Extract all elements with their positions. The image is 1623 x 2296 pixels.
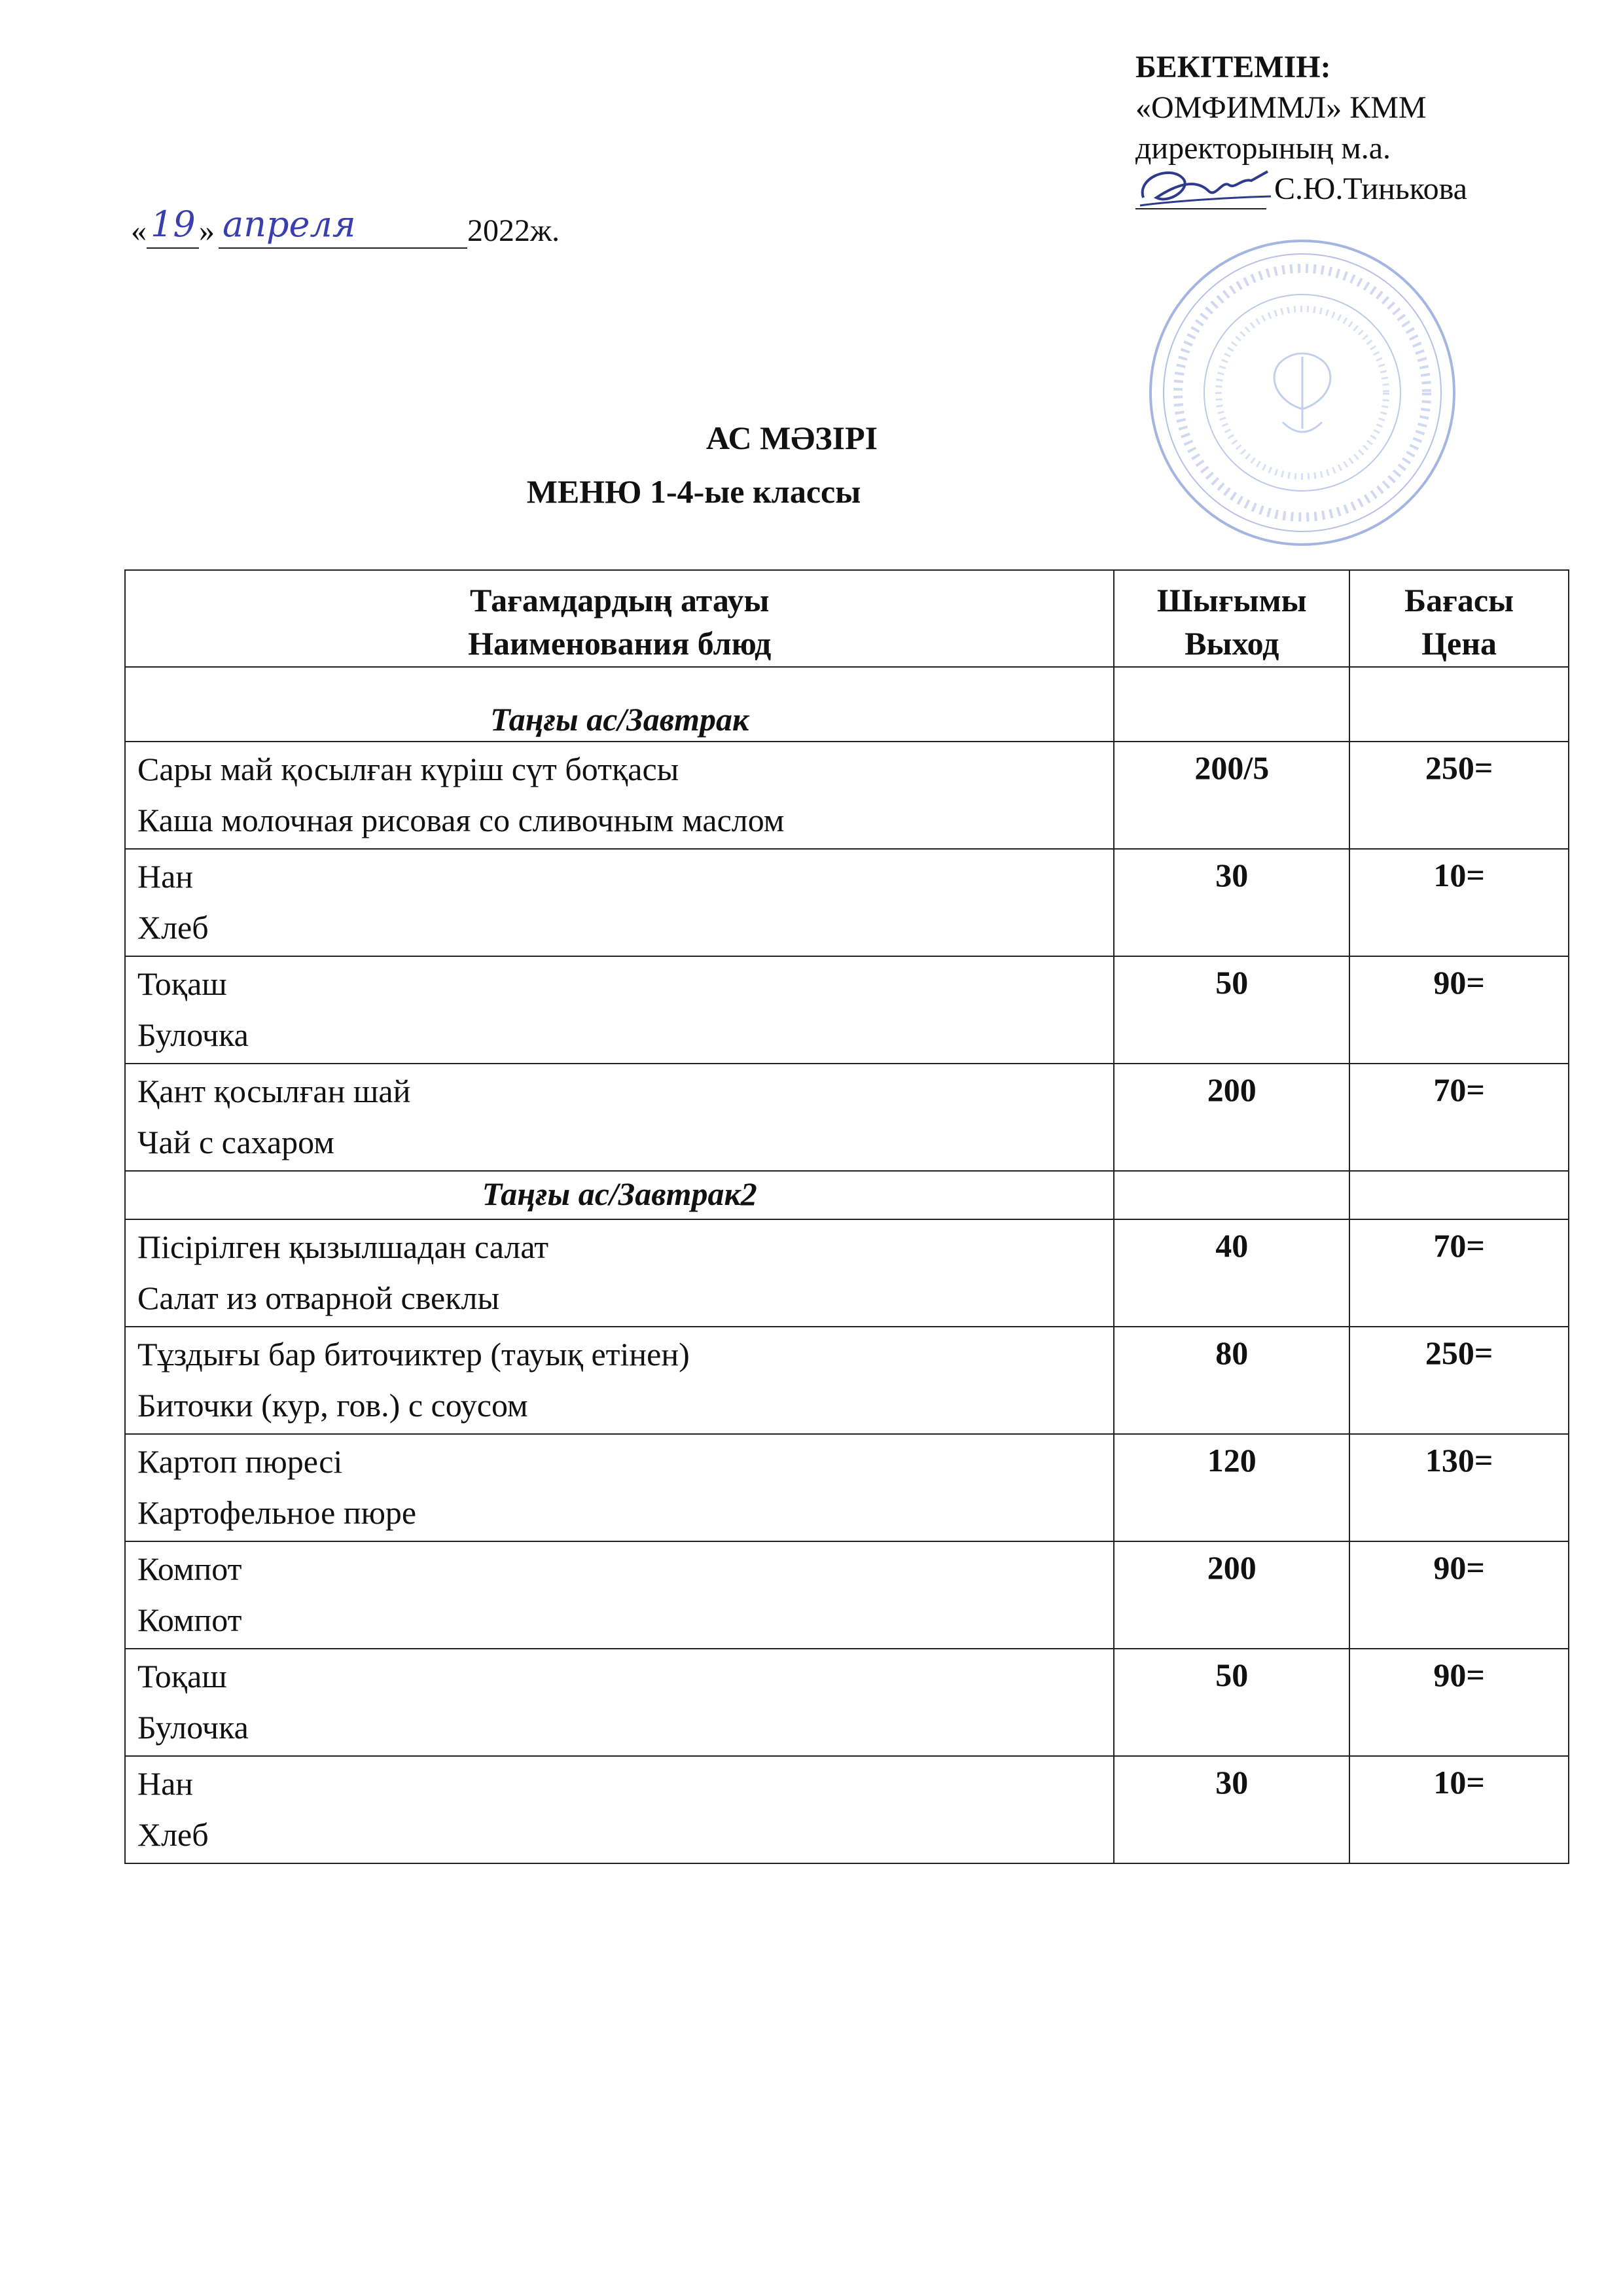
dish-yield: 200 (1114, 1064, 1349, 1171)
dish-name-cell (125, 1434, 1114, 1541)
header-dish-name (125, 570, 1114, 667)
dish-name-cell (125, 849, 1114, 956)
approval-name: С.Ю.Тинькова (1274, 171, 1467, 206)
dish-name-ru: Булочка (137, 1709, 249, 1746)
dish-price: 250= (1349, 742, 1569, 849)
dish-name-ru: Хлеб (137, 1816, 209, 1853)
date-day: 19 (151, 204, 196, 245)
dish-name-kz: Қант қосылған шай (137, 1073, 411, 1109)
header-yield (1114, 570, 1349, 667)
table-row (125, 1756, 1569, 1863)
dish-yield: 200/5 (1114, 742, 1349, 849)
dish-name-kz: Картоп пюресі (137, 1443, 343, 1480)
menu-table (124, 569, 1569, 1864)
dish-name-cell (125, 1064, 1114, 1171)
dish-name-cell (125, 1327, 1114, 1434)
dish-yield: 50 (1114, 956, 1349, 1064)
dish-price: 130= (1349, 1434, 1569, 1541)
table-row (125, 1649, 1569, 1756)
dish-name-kz: Компот (137, 1551, 242, 1587)
table-row (125, 1327, 1569, 1434)
dish-name-ru: Салат из отварной свеклы (137, 1280, 500, 1316)
dish-name-kz: Пісірілген қызылшадан салат (137, 1229, 549, 1265)
dish-yield: 80 (1114, 1327, 1349, 1434)
section-title: Таңғы ас/Завтрак2 (125, 1171, 1114, 1219)
dish-name-cell (125, 1756, 1114, 1863)
dish-name-cell (125, 1541, 1114, 1649)
date-day-blank (147, 204, 199, 249)
dish-name-kz: Тоқаш (137, 1658, 227, 1695)
dish-name-ru: Каша молочная рисовая со сливочным маслом (137, 802, 785, 838)
dish-name-ru: Картофельное пюре (137, 1494, 417, 1531)
dish-name-ru: Биточки (кур, гов.) с соусом (137, 1387, 528, 1424)
section-row (125, 1171, 1569, 1219)
header-yield-kz: Шығымы (1156, 582, 1307, 619)
dish-yield: 30 (1114, 1756, 1349, 1863)
dish-name-cell (125, 1219, 1114, 1327)
dish-name-ru: Чай с сахаром (137, 1124, 334, 1160)
approval-heading: БЕКІТЕМІН: (1135, 50, 1331, 84)
approval-org: «ОМФИММЛ» КММ (1135, 90, 1427, 125)
date-month-blank (219, 204, 467, 249)
dish-price: 90= (1349, 1541, 1569, 1649)
header-price-ru: Цена (1421, 625, 1497, 662)
dish-name-ru: Хлеб (137, 909, 209, 946)
dish-name-kz: Тұздығы бар биточиктер (тауық етінен) (137, 1336, 690, 1372)
signature-blank (1135, 175, 1266, 209)
section-title: Таңғы ас/Завтрак (125, 667, 1114, 742)
dish-name-ru: Булочка (137, 1016, 249, 1053)
table-header-row (125, 570, 1569, 667)
table-row (125, 956, 1569, 1064)
section-empty-cell (1114, 1171, 1349, 1219)
dish-name-cell (125, 742, 1114, 849)
signature-icon (1130, 158, 1281, 217)
dish-yield: 200 (1114, 1541, 1349, 1649)
date-line (131, 204, 560, 249)
section-row (125, 667, 1569, 742)
dish-name-kz: Нан (137, 858, 194, 895)
dish-yield: 30 (1114, 849, 1349, 956)
dish-name-cell (125, 1649, 1114, 1756)
table-row (125, 1541, 1569, 1649)
header-dish-name-ru: Наименования блюд (468, 625, 772, 662)
dish-name-ru: Компот (137, 1602, 242, 1638)
header-dish-name-kz: Тағамдардың атауы (470, 582, 770, 619)
header-price-kz: Бағасы (1404, 582, 1514, 619)
date-close-quote: » (199, 213, 215, 248)
dish-name-kz: Нан (137, 1765, 194, 1802)
dish-yield: 120 (1114, 1434, 1349, 1541)
date-open-quote: « (131, 213, 147, 248)
header-price (1349, 570, 1569, 667)
menu-title-ru: МЕНЮ 1-4-ые классы (526, 473, 861, 510)
section-empty-cell (1114, 667, 1349, 742)
table-row (125, 1064, 1569, 1171)
approval-position: директорының м.а. (1135, 131, 1391, 166)
dish-price: 70= (1349, 1064, 1569, 1171)
table-row (125, 849, 1569, 956)
signature-line (1135, 169, 1594, 211)
section-empty-cell (1349, 667, 1569, 742)
dish-yield: 40 (1114, 1219, 1349, 1327)
dish-price: 250= (1349, 1327, 1569, 1434)
dish-price: 70= (1349, 1219, 1569, 1327)
dish-name-kz: Сары май қосылған күріш сүт ботқасы (137, 751, 679, 787)
table-row (125, 1219, 1569, 1327)
dish-price: 10= (1349, 1756, 1569, 1863)
section-empty-cell (1349, 1171, 1569, 1219)
date-month: апреля (223, 204, 356, 245)
dish-yield: 50 (1114, 1649, 1349, 1756)
menu-title-kz: АС МӘЗІРІ (705, 420, 878, 456)
dish-price: 90= (1349, 956, 1569, 1064)
table-row (125, 1434, 1569, 1541)
header-yield-ru: Выход (1185, 625, 1279, 662)
dish-price: 90= (1349, 1649, 1569, 1756)
date-year: 2022ж. (467, 213, 560, 248)
dish-name-kz: Тоқаш (137, 965, 227, 1002)
dish-price: 10= (1349, 849, 1569, 956)
dish-name-cell (125, 956, 1114, 1064)
table-row (125, 742, 1569, 849)
approval-block (1135, 47, 1594, 211)
